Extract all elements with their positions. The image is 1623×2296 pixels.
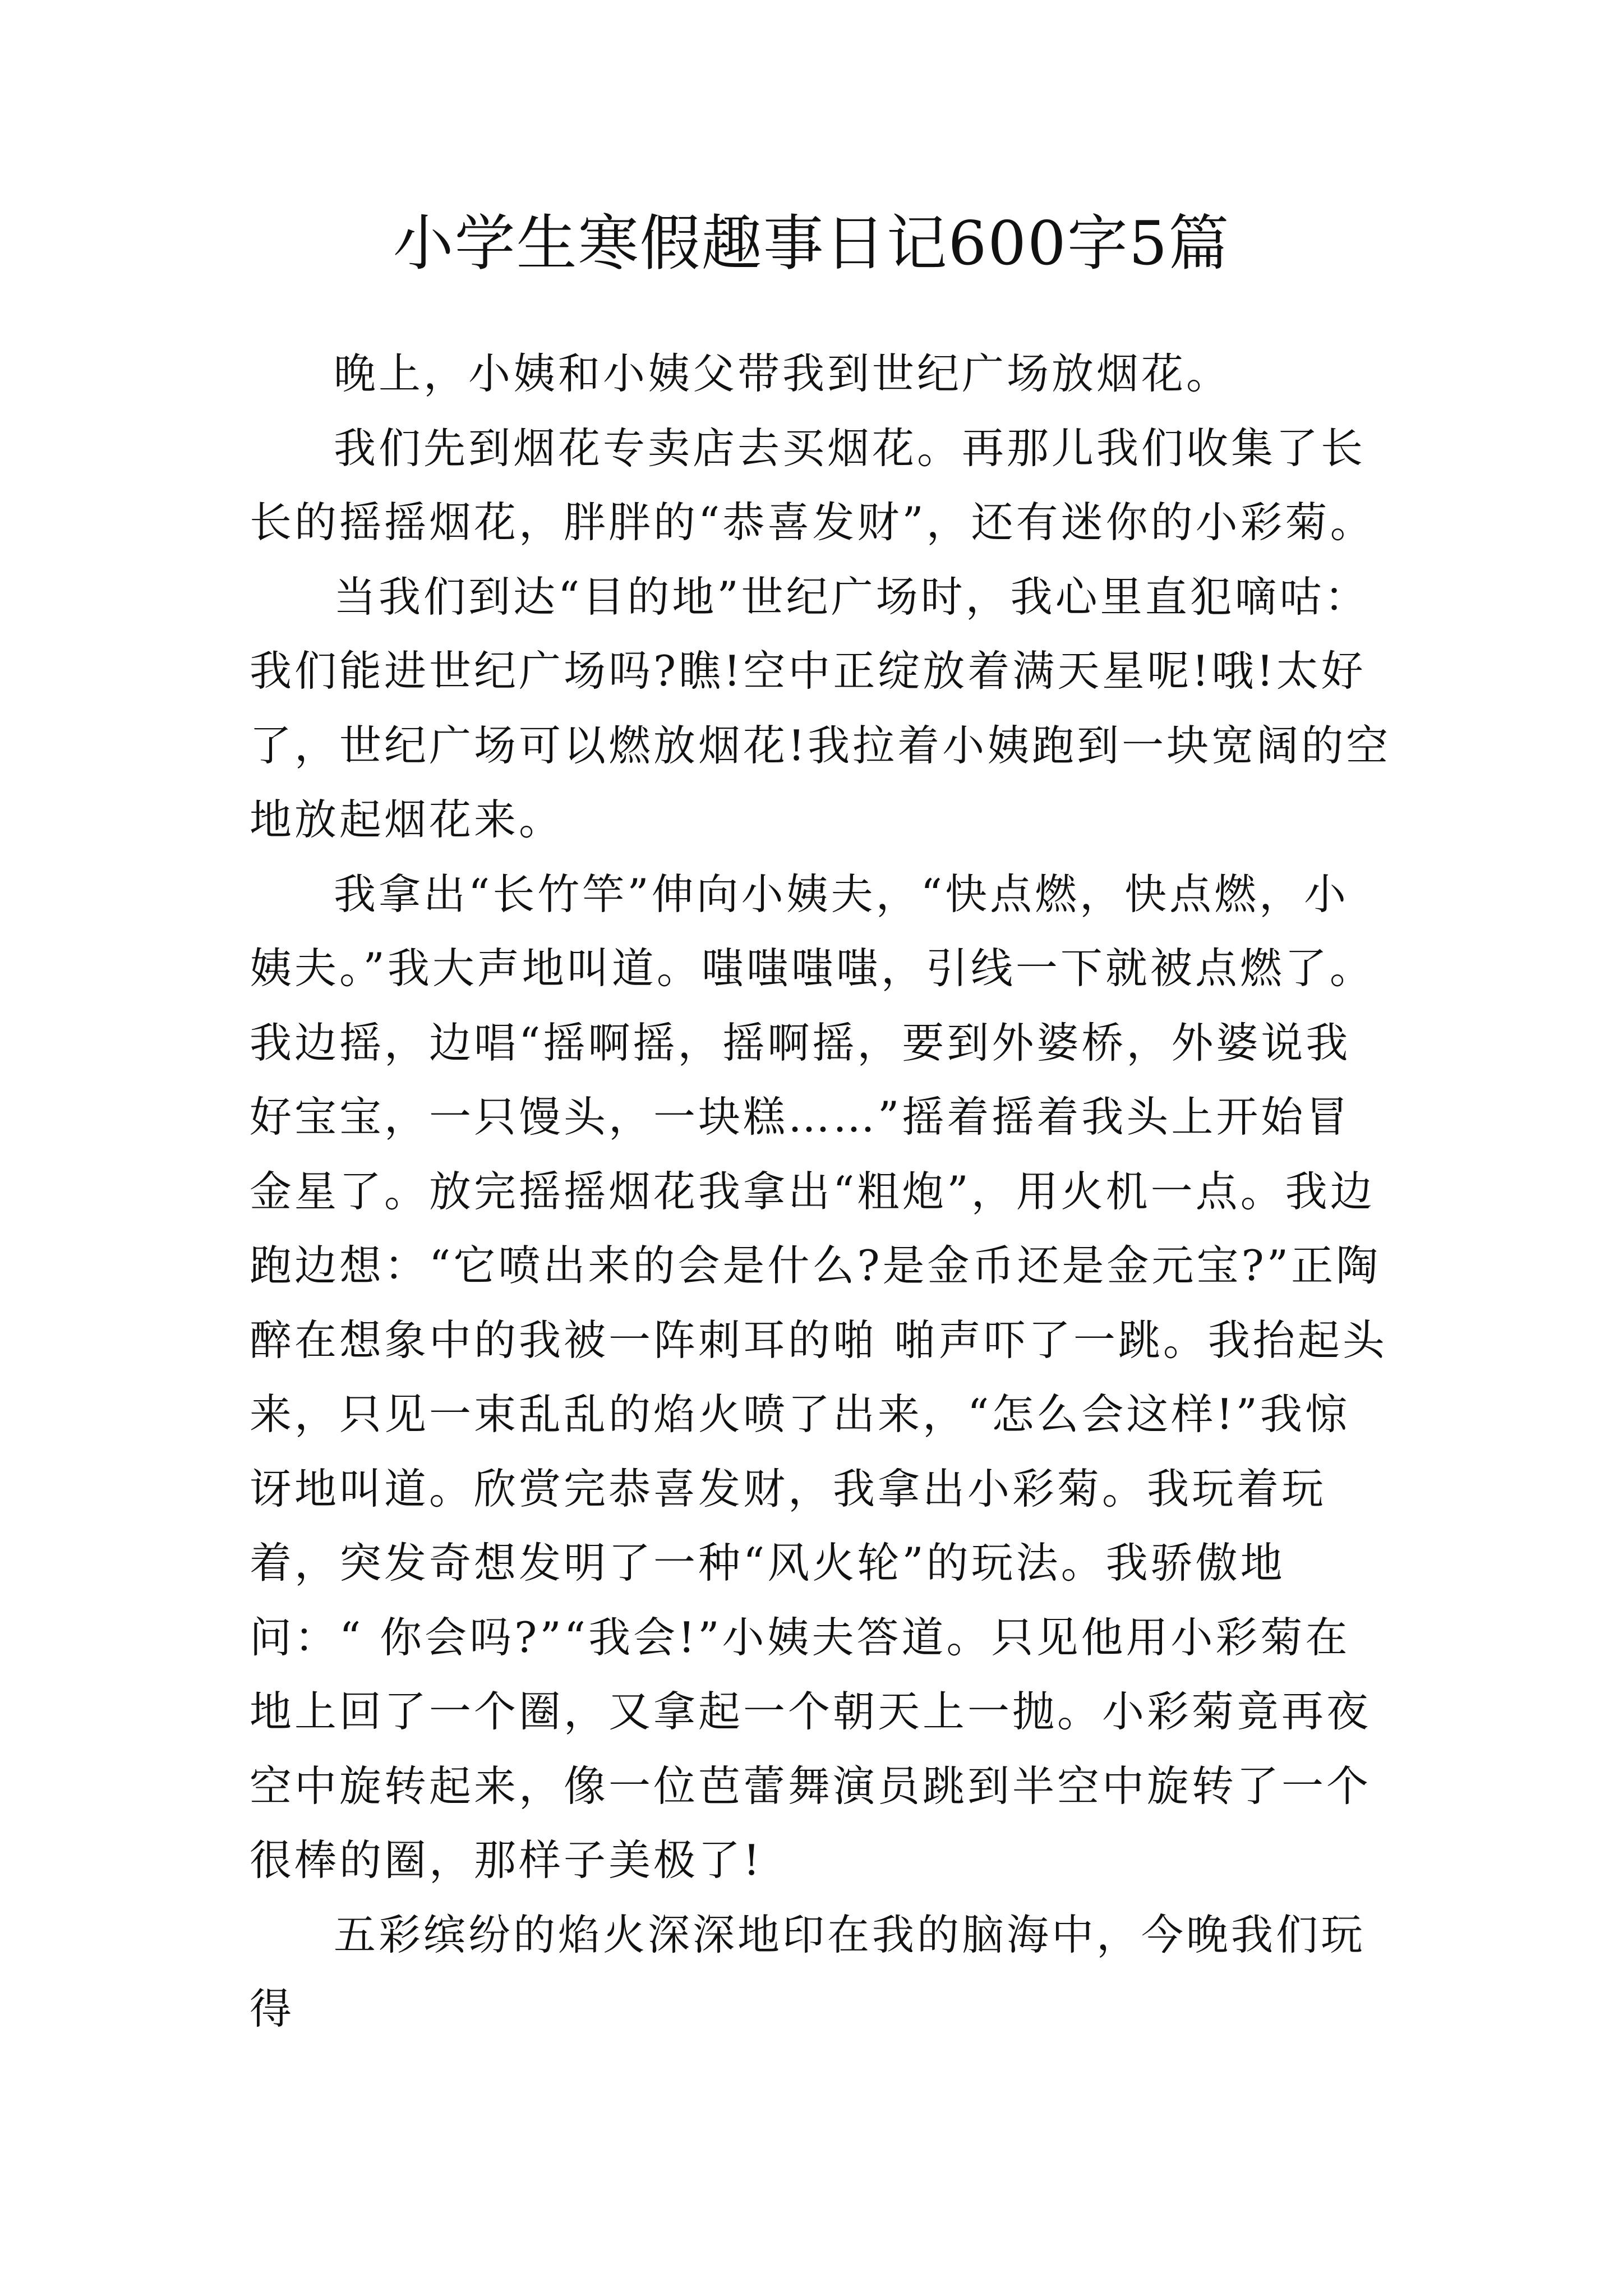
paragraph-2: 我们先到烟花专卖店去买烟花。再那儿我们收集了长长的摇摇烟花，胖胖的“恭喜发财”，还有迷你的小彩菊。 <box>250 423 1375 547</box>
document-title: 小学生寒假趣事日记600字5篇 <box>393 209 1230 279</box>
paragraph-4: 我拿出“长竹竿”伸向小姨夫，“快点燃，快点燃，小姨夫。”我大声地叫道。嗤嗤嗤嗤，引线一下就被点燃了。我边摇，边唱“摇啊摇，摇啊摇，要到外婆桥，外婆说我好宝宝，一只馒头，一块糕……”摇着摇着我头上开始冒金星了。放完摇摇烟花我拿出“粗炮”，用火机一点。我边跑边想：“它喷出来的会是什么?是金币还是金元宝?”正陶醉在想象中的我被一阵刺耳的啪 啪声吓了一跳。我抬起头来，只见一束乱乱的焰火喷了出来，“怎么会这样!”我惊讶地叫道。欣赏完恭喜发财，我拿出小彩菊。我玩着玩着，突发奇想发明了一种“风火轮”的玩法。我骄傲地问：“ 你会吗?”“我会!”小姨夫答道。只见他用小彩菊在地上回了一个圈，又拿起一个朝天上一抛。小彩菊竟再夜空中旋转起来，像一位芭蕾舞演员跳到半空中旋转了一个很棒的圈，那样子美极了! <box>250 869 1387 1885</box>
paragraph-5: 五彩缤纷的焰火深深地印在我的脑海中，今晚我们玩得 <box>250 1910 1366 2033</box>
document-body <box>250 337 1394 2046</box>
paragraph-3: 当我们到达“目的地”世纪广场时，我心里直犯嘀咕：我们能进世纪广场吗?瞧!空中正绽放着满天星呢!哦!太好了，世纪广场可以燃放烟花!我拉着小姨跑到一块宽阔的空地放起烟花来。 <box>250 572 1391 844</box>
paragraph-1: 晚上，小姨和小姨父带我到世纪广场放烟花。 <box>334 349 1232 398</box>
